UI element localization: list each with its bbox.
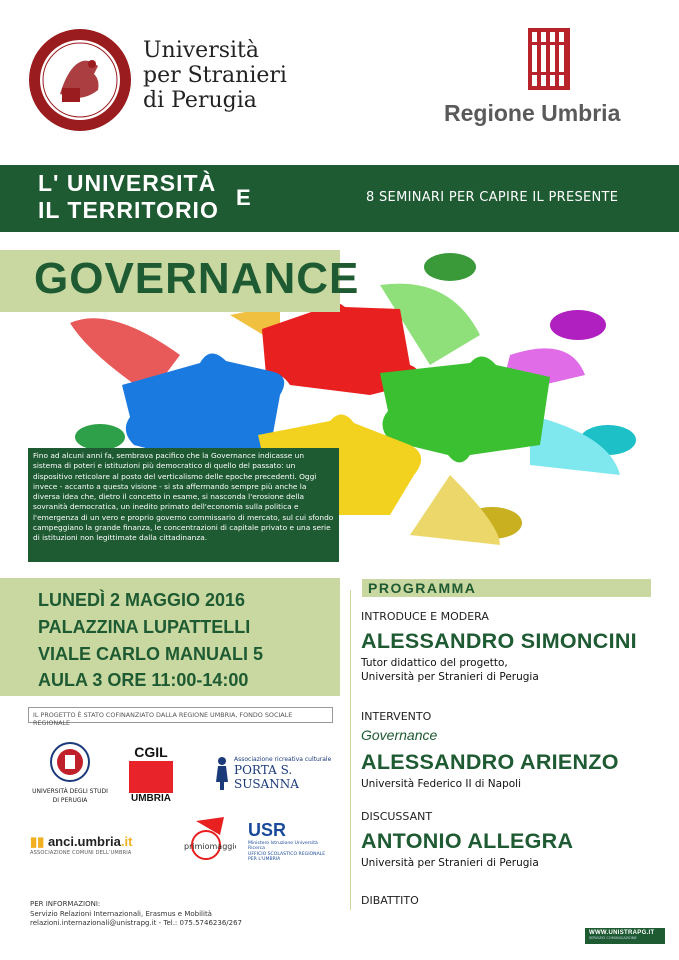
seminar-title: GOVERNANCE: [34, 254, 360, 303]
anci-bars-icon: ▮▮: [30, 834, 45, 849]
event-address: VIALE CARLO MANUALI 5: [38, 644, 263, 664]
event-venue: PALAZZINA LUPATTELLI: [38, 617, 251, 637]
contact-heading: PER INFORMAZIONI:: [30, 900, 101, 908]
contact-info: [30, 900, 242, 929]
section-label-discussant: DISCUSSANT: [361, 810, 433, 823]
university-name-line: di Perugia: [143, 88, 257, 113]
section-label-talk: INTERVENTO: [361, 710, 432, 723]
programme-heading: PROGRAMMA: [368, 580, 477, 596]
affiliation-line: Università per Stranieri di Perugia: [361, 671, 539, 683]
cofinancing-note: IL PROGETTO È STATO COFINANZIATO DALLA REGIONE UMBRIA, FONDO SOCIALE REGIONALE: [28, 707, 333, 723]
partner-anci-umbria: [30, 834, 166, 856]
contact-office: Servizio Relazioni Internazionali, Erasmus e Mobilità: [30, 909, 212, 918]
website-badge-sub: SERVIZIO COMUNICAZIONE: [589, 936, 637, 940]
unipg-seal-icon: [50, 742, 90, 782]
primiomaggio-logo-icon: [180, 815, 236, 867]
series-title-e: E: [236, 185, 251, 210]
seminar-description-box: [28, 448, 339, 562]
talk-topic: Governance: [361, 727, 438, 743]
affiliation-line: Università per Stranieri di Perugia: [361, 857, 539, 869]
partner-porta-susanna: [212, 756, 337, 791]
speaker-moderator: ALESSANDRO SIMONCINI: [361, 629, 637, 653]
website-badge[interactable]: [585, 928, 665, 944]
anci-name-text: anci.umbria: [47, 834, 121, 849]
section-label-moderator: INTRODUCE E MODERA: [361, 610, 489, 623]
anci-name: [30, 834, 166, 850]
usr-name: USR: [248, 820, 287, 840]
porta-small-text: Associazione ricreativa culturale: [234, 756, 332, 763]
affiliation-line: Tutor didattico del progetto,: [361, 657, 508, 669]
event-date: LUNEDÌ 2 MAGGIO 2016: [38, 590, 246, 610]
university-seal-logo: [28, 28, 132, 132]
affiliation-talk: [361, 777, 521, 791]
partner-cgil: [128, 744, 174, 804]
cgil-red-block: [129, 761, 173, 793]
partner-unipg: [30, 742, 110, 804]
section-label-debate: DIBATTITO: [361, 894, 419, 907]
affiliation-moderator: [361, 656, 539, 684]
website-badge-text: WWW.UNISTRAPG.IT: [589, 930, 655, 936]
primiomaggio-label: primiomaggio: [184, 842, 236, 851]
event-room-time: AULA 3 ORE 11:00-14:00: [38, 670, 249, 690]
cgil-region: UMBRIA: [131, 793, 171, 804]
university-name: [143, 38, 287, 113]
porta-name: PORTA S. SUSANNA: [234, 763, 299, 791]
university-name-line: Università: [143, 38, 259, 63]
anci-suffix: .it: [120, 834, 133, 849]
porta-figure-icon: [212, 756, 232, 792]
series-title-line: IL TERRITORIO: [38, 197, 219, 223]
usr-caption-line: Ministero Istruzione Università Ricerca: [248, 841, 318, 852]
cgil-label: CGIL: [134, 744, 168, 760]
series-title: [38, 170, 219, 224]
partner-usr-umbria: [248, 820, 334, 863]
speaker-discussant: ANTONIO ALLEGRA: [361, 829, 574, 853]
affiliation-line: Università Federico II di Napoli: [361, 778, 522, 790]
seminar-description: Fino ad alcuni anni fa, sembrava pacifico che la Governance indicasse un sistema di poteri e istituzioni più democratico di quello del passato: un dispositivo reticolare al posto del verticalismo delle epoche precedenti. Oggi invece - accanto a questa visione - si sta affermando sempre più anche la diversa idea che, dietro il concetto in esame, si nasconda l'erosione della sovranità democratica, un inedito primato dell'economia sulla politica e l'emergenza di un vero e proprio governo commissario di mercato, sul cui sfondo campeggiano la grande finanza, le concentrazioni di capitale privato e una serie di istituzioni non legittimate dalla cittadinanza.: [33, 451, 334, 543]
column-divider: [350, 590, 351, 910]
region-name: Regione Umbria: [444, 100, 621, 126]
speaker-talk: ALESSANDRO ARIENZO: [361, 750, 619, 774]
series-title-line: L' UNIVERSITÀ: [38, 170, 217, 196]
unipg-caption-line: DI PERUGIA: [52, 797, 88, 804]
university-name-line: per Stranieri: [143, 63, 287, 88]
partner-primiomaggio: [180, 815, 236, 867]
affiliation-discussant: [361, 856, 539, 870]
unipg-caption-line: UNIVERSITÀ DEGLI STUDI: [32, 788, 108, 795]
anci-caption: ASSOCIAZIONE COMUNI DELL'UMBRIA: [30, 850, 132, 856]
series-subtitle: 8 SEMINARI PER CAPIRE IL PRESENTE: [366, 190, 619, 205]
usr-caption-line: UFFICIO SCOLASTICO REGIONALE PER L'UMBRIA: [248, 851, 326, 863]
regione-umbria-logo: [528, 28, 570, 90]
contact-email-phone: relazioni.internazionali@unistrapg.it - Tel.: 075.5746236/267: [30, 919, 242, 927]
